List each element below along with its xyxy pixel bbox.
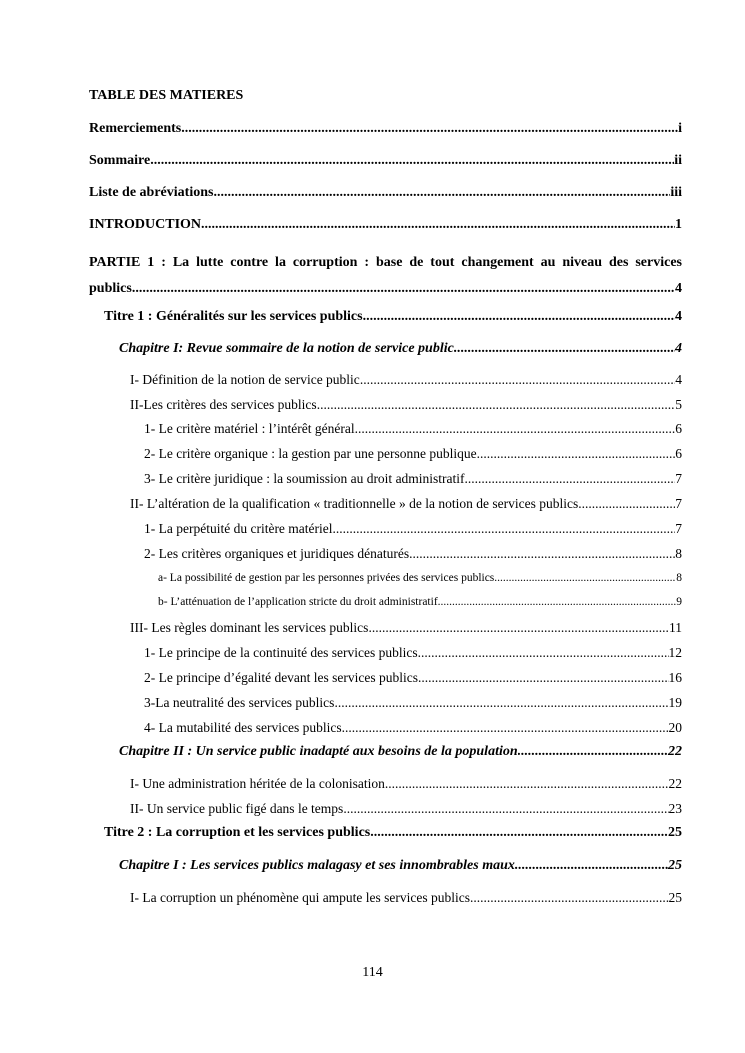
toc-entry-label: Chapitre II : Un service public inadapté aux besoins de la population xyxy=(119,744,518,759)
toc-entry-label: 3- Le critère juridique : la soumission au droit administratif xyxy=(144,471,465,486)
dot-leader xyxy=(317,397,676,413)
dot-leader xyxy=(515,858,668,874)
toc-entry[interactable] xyxy=(130,397,682,413)
toc-entry-page: 7 xyxy=(675,521,682,536)
dot-leader xyxy=(578,496,675,512)
toc-entry-page: 9 xyxy=(676,596,682,608)
dot-leader xyxy=(355,421,676,437)
toc-entry-label: Titre 2 : La corruption et les services publics xyxy=(104,825,371,840)
dot-leader xyxy=(494,572,676,584)
toc-entry-page: 4 xyxy=(675,281,682,296)
toc-entry[interactable] xyxy=(89,185,682,201)
toc-entry-label: 1- Le critère matériel : l’intérêt général xyxy=(144,421,355,436)
dot-leader xyxy=(181,121,678,137)
dot-leader xyxy=(363,309,675,325)
toc-entry[interactable] xyxy=(144,645,682,661)
dot-leader xyxy=(465,471,676,487)
toc-entry[interactable] xyxy=(144,695,682,711)
toc-entry-label: 2- Le principe d’égalité devant les services publics xyxy=(144,670,419,685)
toc-entry-label: a- La possibilité de gestion par les personnes privées des services publics xyxy=(158,572,495,584)
toc-entry-label: 3-La neutralité des services publics xyxy=(144,695,335,710)
toc-entry-page: 7 xyxy=(675,496,682,511)
toc-entry-label: II-Les critères des services publics xyxy=(130,397,317,412)
toc-entry[interactable] xyxy=(130,890,682,906)
toc-entry-page: 23 xyxy=(668,801,682,816)
toc-entry[interactable] xyxy=(119,858,682,874)
toc-entry-label: 4- La mutabilité des services publics xyxy=(144,720,342,735)
toc-entry-page: 5 xyxy=(675,397,682,412)
toc-entry-label: Chapitre I: Revue sommaire de la notion de service public xyxy=(119,341,454,356)
toc-entry-label: III- Les règles dominant les services publics xyxy=(130,620,369,635)
toc-entry[interactable] xyxy=(130,496,682,512)
toc-entry-page: iii xyxy=(670,185,682,200)
toc-entry[interactable] xyxy=(89,153,682,169)
toc-entry-label: 1- Le principe de la continuité des services publics xyxy=(144,645,418,660)
toc-entry[interactable] xyxy=(130,620,682,636)
toc-entry-label: Sommaire xyxy=(89,153,151,168)
toc-entry-label: b- L’atténuation de l’application stricte du droit administratif xyxy=(158,596,438,608)
toc-entry[interactable] xyxy=(130,801,682,817)
toc-entry-label: PARTIE 1 : La lutte contre la corruption : base de tout changement au niveau des services xyxy=(89,255,682,270)
toc-entry-label: II- Un service public figé dans le temps xyxy=(130,801,344,816)
toc-entry-label-continuation: publics xyxy=(89,281,132,296)
toc-entry-label: 1- La perpétuité du critère matériel xyxy=(144,521,333,536)
toc-entry-label: Chapitre I : Les services publics malagasy et ses innombrables maux xyxy=(119,858,515,873)
toc-entry-page: 25 xyxy=(668,825,682,840)
dot-leader xyxy=(368,620,669,636)
toc-entry[interactable] xyxy=(130,776,682,792)
toc-entry[interactable] xyxy=(89,217,682,233)
dot-leader xyxy=(470,890,668,906)
dot-leader xyxy=(418,645,669,661)
toc-entry[interactable] xyxy=(119,341,682,357)
toc-entry-page: 11 xyxy=(669,620,682,635)
page-number: 114 xyxy=(362,965,383,980)
dot-leader xyxy=(333,521,676,537)
dot-leader xyxy=(201,217,675,233)
toc-entry[interactable] xyxy=(158,596,682,608)
toc-entry[interactable] xyxy=(144,471,682,487)
toc-entry-page: i xyxy=(678,121,682,136)
toc-entry[interactable] xyxy=(104,309,682,325)
dot-leader xyxy=(334,695,668,711)
toc-entry-page: 8 xyxy=(675,546,682,561)
toc-entry-label: Liste de abréviations xyxy=(89,185,214,200)
toc-entry-page: 1 xyxy=(675,217,682,232)
toc-title: TABLE DES MATIERES xyxy=(89,88,244,103)
dot-leader xyxy=(518,744,668,760)
toc-entry-label: 2- Le critère organique : la gestion par une personne publique xyxy=(144,446,477,461)
toc-entry[interactable] xyxy=(144,546,682,562)
toc-entry-page: ii xyxy=(674,153,682,168)
toc-entry-page: 8 xyxy=(676,572,682,584)
dot-leader xyxy=(360,372,675,388)
dot-leader xyxy=(343,801,668,817)
toc-entry[interactable] xyxy=(144,521,682,537)
toc-entry-partie[interactable] xyxy=(89,250,682,302)
toc-entry-label: I- Une administration héritée de la colonisation xyxy=(130,776,385,791)
toc-entry[interactable] xyxy=(89,121,682,137)
toc-entry[interactable] xyxy=(104,825,682,841)
toc-entry-label: Titre 1 : Généralités sur les services publics xyxy=(104,309,363,324)
dot-leader xyxy=(477,446,676,462)
toc-entry[interactable] xyxy=(144,670,682,686)
toc-entry-label: 2- Les critères organiques et juridiques dénaturés xyxy=(144,546,410,561)
toc-entry[interactable] xyxy=(144,720,682,736)
toc-entry-page: 25 xyxy=(668,858,682,873)
dot-leader xyxy=(370,825,668,841)
dot-leader xyxy=(409,546,675,562)
toc-entry-page: 19 xyxy=(668,695,682,710)
dot-leader xyxy=(132,276,675,302)
toc-entry-page: 7 xyxy=(675,471,682,486)
toc-entry-label: Remerciements xyxy=(89,121,182,136)
toc-entry-label: I- Définition de la notion de service public xyxy=(130,372,360,387)
toc-entry-page: 25 xyxy=(668,890,682,905)
toc-entry-page: 4 xyxy=(675,309,682,324)
toc-entry-label: I- La corruption un phénomène qui ampute les services publics xyxy=(130,890,471,905)
toc-entry[interactable] xyxy=(119,744,682,760)
toc-entry-label: II- L’altération de la qualification « traditionnelle » de la notion de services publics xyxy=(130,496,579,511)
toc-entry[interactable] xyxy=(158,572,682,584)
dot-leader xyxy=(385,776,669,792)
dot-leader xyxy=(342,720,669,736)
toc-entry-page: 12 xyxy=(668,645,682,660)
dot-leader xyxy=(454,341,675,357)
dot-leader xyxy=(213,185,670,201)
toc-entry-page: 6 xyxy=(675,446,682,461)
toc-entry[interactable] xyxy=(144,446,682,462)
toc-entry-page: 4 xyxy=(675,341,682,356)
toc-entry-page: 4 xyxy=(675,372,682,387)
dot-leader xyxy=(418,670,668,686)
toc-entry-label: INTRODUCTION xyxy=(89,217,202,232)
toc-entry[interactable] xyxy=(130,372,682,388)
dot-leader xyxy=(150,153,674,169)
toc-entry-page: 16 xyxy=(668,670,682,685)
toc-entry-page: 22 xyxy=(668,744,682,759)
dot-leader xyxy=(438,596,677,608)
toc-entry-page: 6 xyxy=(675,421,682,436)
toc-entry-page: 20 xyxy=(668,720,682,735)
toc-entry[interactable] xyxy=(144,421,682,437)
toc-entry-page: 22 xyxy=(668,776,682,791)
